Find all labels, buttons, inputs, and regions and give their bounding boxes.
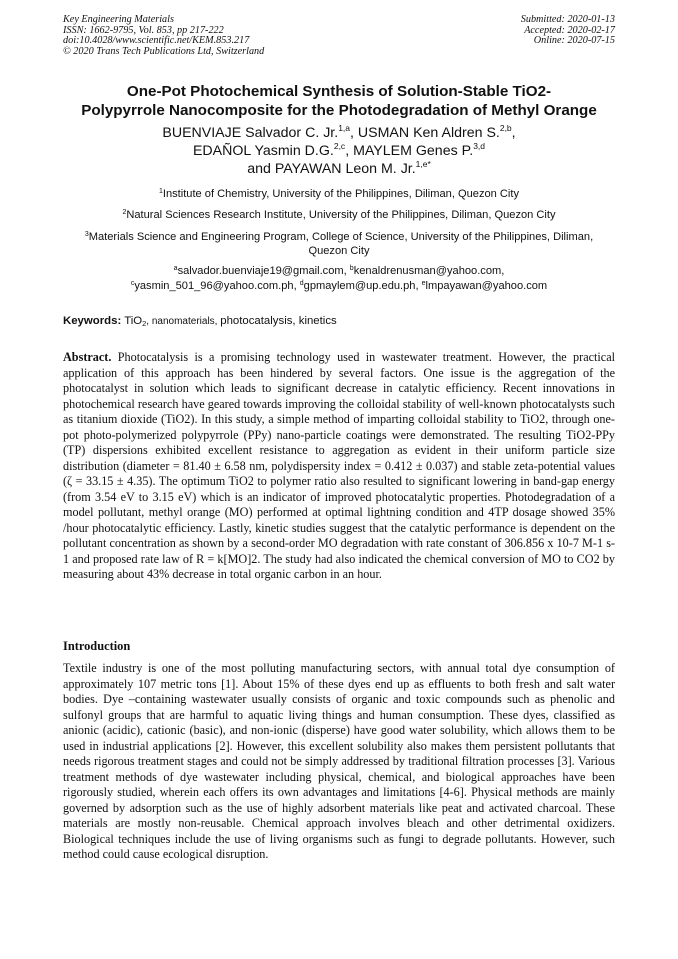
paper-title	[40, 82, 638, 120]
keyword-separator: ,	[146, 316, 152, 327]
abstract-label: Abstract.	[63, 350, 112, 364]
author-sup: 2,c	[333, 141, 346, 151]
author-name: EDAÑOL Yasmin D.G.	[192, 143, 334, 159]
author-list	[40, 124, 638, 178]
author-separator: ,	[511, 125, 516, 141]
journal-doi[interactable]: doi:10.4028/www.scientific.net/KEM.853.217	[63, 35, 250, 47]
keyword-photocatalysis: photocatalysis, kinetics	[220, 315, 337, 327]
author-name: USMAN Ken Aldren S.	[357, 125, 500, 141]
submitted-date: Submitted: 2020-01-13	[520, 14, 615, 25]
title-line-2: Polypyrrole Nanocomposite for the Photodegradation of Methyl Orange	[81, 102, 597, 119]
author-name: PAYAWAN Leon M. Jr.	[274, 161, 416, 177]
author-emails	[63, 264, 615, 293]
affiliation-sup: 1	[158, 188, 163, 195]
introduction-heading: Introduction	[63, 639, 131, 653]
affiliation-sup: 3	[84, 231, 89, 238]
author-separator: ,	[345, 143, 354, 159]
author-prefix: and	[247, 161, 275, 177]
author-name: MAYLEM Genes P.	[353, 143, 474, 159]
email-sup: c	[130, 279, 135, 287]
email-b[interactable]: kenaldrenusman@yahoo.com,	[353, 265, 505, 277]
email-c[interactable]: yasmin_501_96@yahoo.com.ph,	[134, 279, 300, 292]
abstract-text: Photocatalysis is a promising technology used in wastewater treatment. However, the practical application of this approach has been hindered by several factors. One issue is the aggregation of the photocatalyst in solution which leads to significant decrease in catalytic efficiency. Recent innovations in photochemical research have geared towards improving the colloidal stability of well-known photocatalysts such as titanium dioxide (TiO2). In this study, a simple method of imparting colloidal stability to TiO2, through one-pot photo-polymerized polypyrrole (PPy) nano-particle coatings were demonstrated. The resulting TiO2-PPy (TP) dispersions exhibited excellent resistance to aggregation as evident in their uniform particle size distribution (diameter = 81.40 ± 6.58 nm, polydispersity index = 0.412 ± 0.037) and stable zeta-potential values (ζ = 33.15 ± 4.35). The optimum TiO2 to polymer ratio also resulted to significant lowering in band-gap energy (from 3.54 eV to 3.15 eV) which is an indicator of improved photocatalytic properties. Photodegradation of a model pollutant, methyl orange (MO) performed at optimal lightning condition and 4TP dosage showed 35% /hour photocatalytic efficiency. Lastly, kinetic studies suggest that the catalytic performance is dependent on the pollutant concentration as shown by a second-order MO degradation with rate constant of 306.856 x 10-7 M-1 s-1 and proposed rate law of R = k[MO]2. The study had also indicated the chemical conversion of MO to CO2 by measuring about 43% decrease in total organic carbon in an hour.	[63, 350, 615, 581]
author-sup: 3,d	[473, 141, 486, 151]
email-a[interactable]: salvador.buenviaje19@gmail.com,	[177, 265, 350, 277]
journal-issn: ISSN: 1662-9795, Vol. 853, pp 217-222	[63, 24, 224, 36]
affiliation-1	[63, 187, 615, 201]
abstract	[63, 350, 615, 583]
author-separator: ,	[350, 125, 358, 141]
author-sup: 1,e*	[415, 159, 431, 169]
author-sup: 1,a	[338, 123, 351, 133]
online-date: Online: 2020-07-15	[533, 35, 615, 47]
email-e[interactable]: lmpayawan@yahoo.com	[425, 279, 548, 292]
affiliation-text: Natural Sciences Research Institute, University of the Philippines, Diliman, Quezon City	[126, 209, 556, 221]
email-sup: a	[173, 265, 178, 272]
email-sup: d	[299, 279, 304, 287]
author-name: BUENVIAJE Salvador C. Jr.	[162, 125, 339, 141]
title-line-1: One-Pot Photochemical Synthesis of Solution-Stable TiO2-	[126, 83, 552, 100]
email-sup: e	[421, 279, 426, 287]
introduction-text: Textile industry is one of the most polluting manufacturing sectors, with annual total dye consumption of approximately 107 metric tons [1]. About 15% of these dyes end up as effluents to both fresh and salt water bodies. Dye –containing wastewater usually consists of organic and toxic compounds such as phenolic and sulfonyl groups that are harmful to aquatic living things and human consumption. These dyes, classified as anionic (acidic), cationic (basic), and non-ionic (disperse) have good water solubility, which allows them to be used in industrial applications [2]. However, this excellent solubility also makes them persistent pollutants that needs rigorous treatment stages and could not be simply addressed by traditional filtration processes [3]. Various treatment methods of dye wastewater including physical, chemical, and biological approaches have been rigorously studied, wherein each offers its own advantages and limitations [4-6]. Physical methods are mainly governed by adsorption such as the use of highly adsorbent materials like peat and activated charcoal. These materials are mostly non-reusable. Chemical approach involves bleach and other detrimental oxidizers. Biological techniques include the use of living organisms such as fungi to degrade pollutants. However, such method could cause ecological disruption.	[63, 661, 615, 861]
keyword-nanomaterials: nanomaterials	[151, 316, 215, 327]
author-line-2	[40, 142, 638, 160]
email-line-2	[63, 279, 615, 294]
journal-name: Key Engineering Materials	[63, 14, 174, 25]
keywords	[63, 314, 615, 329]
keyword-sub: 2	[142, 319, 147, 328]
affiliation-text: Materials Science and Engineering Program, College of Science, University of the Philippines, Diliman, Quezon City	[88, 231, 594, 257]
keywords-label: Keywords:	[63, 315, 122, 327]
affiliation-2	[63, 208, 615, 222]
affiliation-sup: 2	[122, 209, 127, 216]
affiliation-text: Institute of Chemistry, University of the Philippines, Diliman, Quezon City	[162, 188, 520, 200]
email-line-1	[63, 264, 615, 279]
journal-header-right	[521, 15, 615, 47]
keyword-separator: ,	[214, 316, 221, 327]
author-line-3	[40, 160, 638, 178]
email-sup: b	[349, 265, 354, 272]
author-sup: 2,b	[499, 123, 512, 133]
journal-copyright: © 2020 Trans Tech Publications Ltd, Switzerland	[63, 45, 265, 57]
author-line-1	[40, 124, 638, 142]
email-d[interactable]: gpmaylem@up.edu.ph,	[303, 279, 422, 292]
affiliation-3	[75, 230, 603, 258]
journal-header-left	[63, 15, 264, 57]
accepted-date: Accepted: 2020-02-17	[524, 24, 615, 36]
keyword-tio2: TiO	[121, 315, 143, 327]
